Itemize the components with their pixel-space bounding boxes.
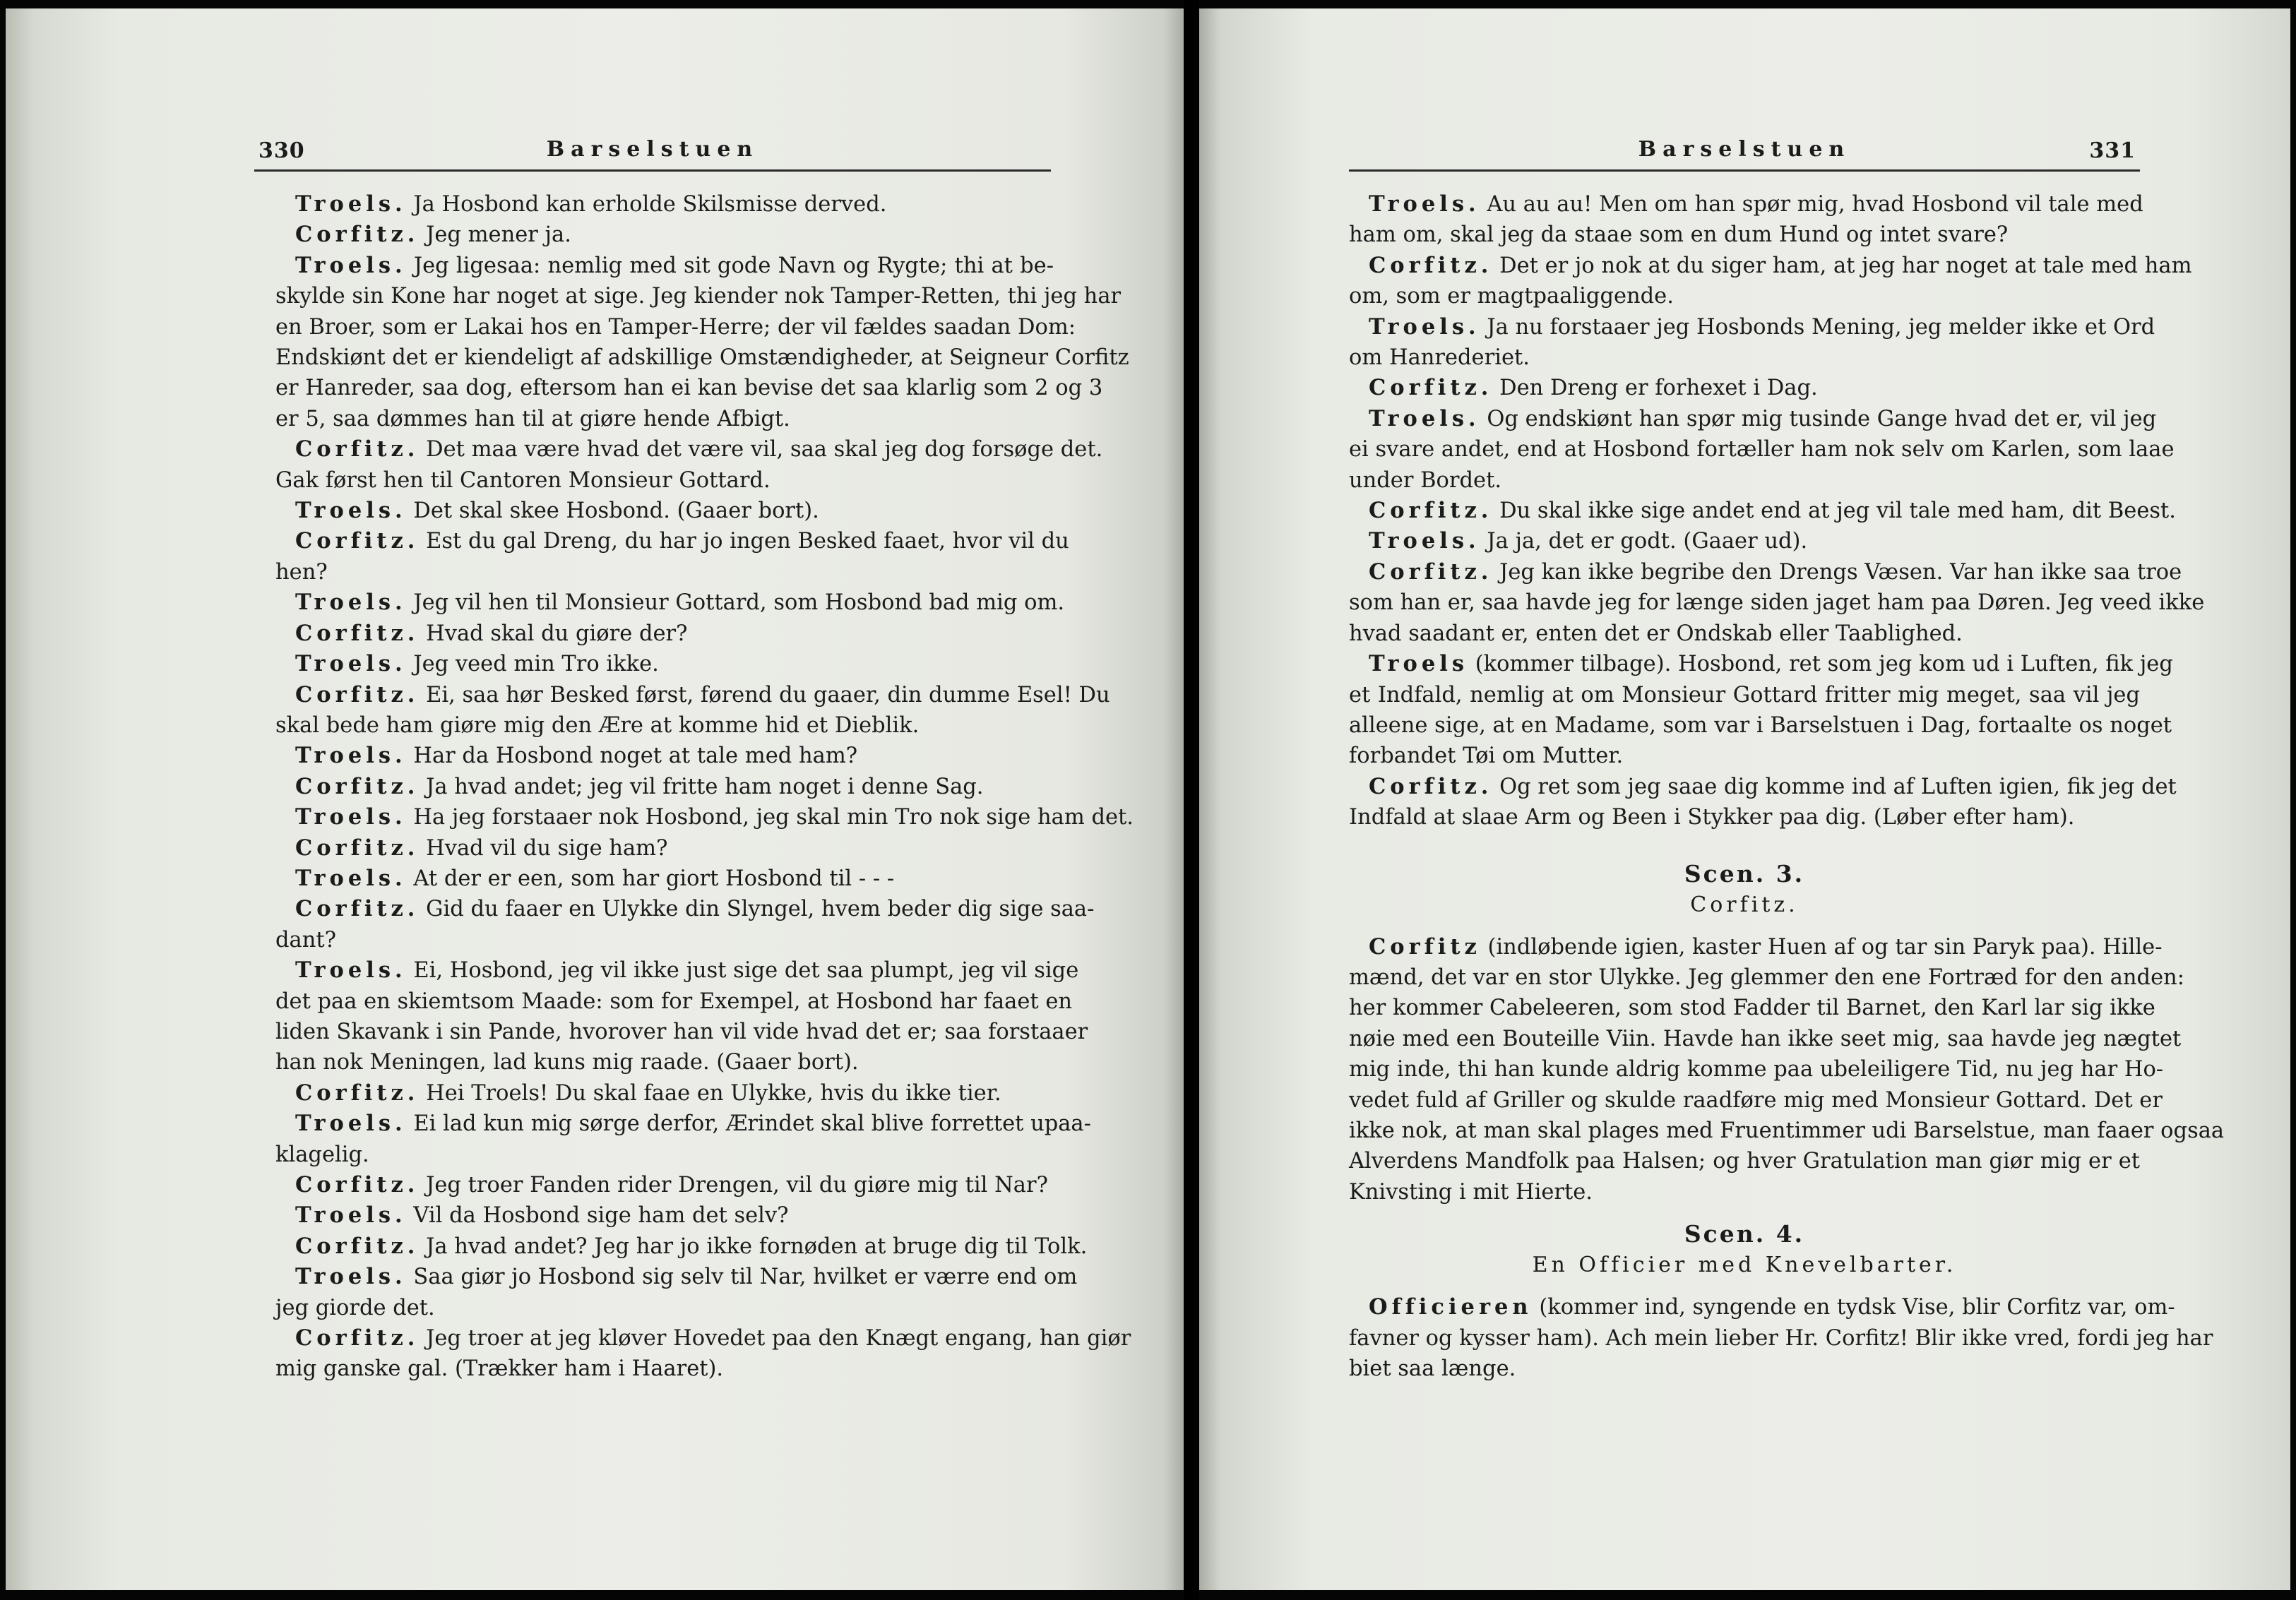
scene-4-text	[1349, 1292, 2213, 1384]
scene-3-character: Corfitz.	[1690, 892, 1799, 917]
line-text: om Hanrederiet.	[1349, 345, 1530, 371]
dialogue-line	[1349, 932, 2163, 962]
text-line	[275, 404, 1054, 434]
text-line	[1349, 1024, 2182, 1054]
text-line	[1349, 1085, 2163, 1116]
text-line	[1349, 1177, 2140, 1207]
line-text: om, som er magtpaaliggende.	[1349, 284, 1674, 309]
line-text: At der er een, som har giort Hosbond til - - -	[413, 866, 895, 891]
left-page	[6, 8, 1184, 1590]
text-line	[1349, 587, 2205, 618]
text-line	[275, 1354, 1054, 1384]
text-line	[1349, 1054, 2164, 1085]
dialogue-line	[275, 833, 1054, 864]
speaker-name: Corfitz.	[295, 1325, 420, 1351]
line-text: jeg giorde det.	[275, 1295, 435, 1320]
speaker-name: Troels.	[295, 1202, 407, 1229]
dialogue-line	[275, 1109, 1091, 1139]
line-text: som han er, saa havde jeg for længe siden jaget ham paa Døren. Jeg veed ikke	[1349, 590, 2205, 616]
right-page	[1199, 8, 2290, 1590]
dialogue-line	[275, 649, 1054, 679]
line-text: Jeg troer at jeg kløver Hovedet paa den Knægt engang, han giør	[426, 1326, 1131, 1351]
text-line	[1349, 1146, 2140, 1176]
line-text: liden Skavank i sin Pande, hvorover han vil vide hvad det er; saa forstaaer	[275, 1019, 1088, 1044]
line-text: alleene sige, at en Madame, som var i Barselstuen i Dag, fortaalte os noget	[1349, 712, 2172, 738]
dialogue-line	[1349, 526, 2140, 556]
speaker-name: Troels.	[295, 865, 407, 891]
dialogue-line	[275, 894, 1095, 924]
dialogue-line	[1349, 557, 2182, 587]
speaker-name: Corfitz.	[295, 436, 420, 462]
line-text: ei svare andet, end at Hosbond fortæller ham nok selv om Karlen, som laae	[1349, 437, 2175, 462]
line-text: Ja ja, det er godt. (Gaaer ud).	[1487, 529, 1808, 554]
line-text: nøie med een Bouteille Viin. Havde han ikke seet mig, saa havde jeg nægtet	[1349, 1026, 2182, 1051]
line-text: han nok Meningen, lad kuns mig raade. (Gaaer bort).	[275, 1050, 859, 1075]
speaker-name: Troels.	[295, 191, 407, 217]
speaker-name: Corfitz.	[1369, 375, 1493, 401]
line-text: et Indfald, nemlig at om Monsieur Gottard fritter mig meget, saa vil jeg	[1349, 682, 2140, 708]
spacer	[1349, 1281, 2140, 1292]
text-line	[275, 986, 1073, 1017]
line-text: en Broer, som er Lakai hos en Tamper-Herre; der vil fældes saadan Dom:	[275, 314, 1076, 340]
dialogue-line	[1349, 772, 2177, 802]
speaker-name: Corfitz.	[295, 1233, 420, 1259]
spacer	[1349, 921, 2140, 932]
dialogue-line	[275, 251, 1054, 281]
speaker-name: Corfitz.	[295, 528, 420, 554]
line-text: hen?	[275, 559, 328, 585]
line-text: Jeg veed min Tro ikke.	[413, 652, 659, 677]
line-text: Endskiønt det er kiendeligt af adskillige Omstændigheder, at Seigneur Corfitz	[275, 345, 1129, 371]
left-page-header	[254, 130, 1051, 172]
line-text: Knivsting i mit Hierte.	[1349, 1179, 1593, 1205]
dialogue-line	[275, 1262, 1078, 1292]
speaker-name: Corfitz.	[295, 1172, 420, 1198]
dialogue-line	[275, 955, 1079, 986]
speaker-name: Corfitz.	[1369, 252, 1493, 278]
line-text: (kommer tilbage). Hosbond, ret som jeg kom ud i Luften, fik jeg	[1475, 652, 2173, 677]
line-text: Ei lad kun mig sørge derfor, Ærindet skal blive forrettet upaa-	[413, 1111, 1091, 1137]
line-text: Og ret som jeg saae dig komme ind af Luften igien, fik jeg det	[1499, 774, 2177, 799]
speaker-name: Troels.	[1369, 191, 1480, 217]
speaker-name: Troels.	[295, 498, 407, 524]
speaker-name: Troels.	[295, 590, 407, 616]
speaker-name: Troels.	[295, 804, 407, 830]
text-line	[1349, 710, 2172, 741]
line-text: ham om, skal jeg da staae som en dum Hund og intet svare?	[1349, 222, 2009, 248]
dialogue-line	[1349, 373, 2140, 403]
line-text: er Hanreder, saa dog, eftersom han ei kan bevise det saa klarlig som 2 og 3	[275, 376, 1103, 401]
line-text: dant?	[275, 927, 336, 953]
line-text: klagelig.	[275, 1142, 369, 1167]
speaker-name: Corfitz.	[295, 681, 420, 708]
line-text: Det skal skee Hosbond. (Gaaer bort).	[413, 498, 819, 524]
text-line	[275, 557, 1054, 587]
line-text: (indløbende igien, kaster Huen af og tar sin Paryk paa). Hille-	[1487, 934, 2163, 960]
dialogue-line	[275, 496, 1054, 526]
line-text: Vil da Hosbond sige ham det selv?	[413, 1203, 789, 1229]
speaker-name: Officieren	[1369, 1294, 1533, 1320]
dialogue-line	[275, 1231, 1088, 1262]
line-text: Hvad skal du giøre der?	[426, 621, 688, 646]
speaker-name: Troels	[1369, 651, 1469, 677]
dialogue-line	[275, 1323, 1131, 1354]
line-text: Jeg troer Fanden rider Drengen, vil du giøre mig til Nar?	[426, 1173, 1048, 1198]
text-line	[1349, 619, 2140, 649]
line-text: mænd, det var en stor Ulykke. Jeg glemmer den ene Fortræd for den anden:	[1349, 965, 2185, 990]
line-text: Hvad vil du sige ham?	[426, 835, 668, 861]
text-line	[1349, 1323, 2213, 1354]
line-text: ikke nok, at man skal plages med Fruentimmer udi Barselstue, man faaer ogsaa	[1349, 1118, 2225, 1143]
line-text: er 5, saa dømmes han til at giøre hende Afbigt.	[275, 406, 790, 431]
line-text: Ei, Hosbond, jeg vil ikke just sige det saa plumpt, jeg vil sige	[413, 958, 1079, 984]
line-text: Indfald at slaae Arm og Been i Stykker paa dig. (Løber efter ham).	[1349, 805, 2075, 830]
text-line	[1349, 680, 2140, 710]
spacer	[1349, 833, 2140, 859]
line-text: (kommer ind, syngende en tydsk Vise, blir Corfitz var, om-	[1539, 1295, 2175, 1320]
left-page-text	[275, 189, 1134, 1385]
left-running-head: Barselstuen	[546, 137, 759, 162]
text-line	[1349, 962, 2185, 993]
line-text: Det er jo nok at du siger ham, at jeg har noget at tale med ham	[1499, 253, 2192, 278]
scene-3-title: Scen. 3.	[1684, 859, 1805, 888]
dialogue-line	[275, 772, 1054, 802]
speaker-name: Corfitz.	[295, 1080, 420, 1106]
line-text: Ei, saa hør Besked først, førend du gaaer, din dumme Esel! Du	[426, 682, 1110, 708]
speaker-name: Troels.	[295, 252, 407, 278]
scene-4-character: En Officier med Knevelbarter.	[1532, 1253, 1957, 1278]
line-text: Ja hvad andet; jeg vil fritte ham noget i denne Sag.	[426, 774, 984, 799]
speaker-name: Troels.	[1369, 405, 1480, 431]
text-line	[1349, 434, 2175, 465]
speaker-name: Corfitz.	[1369, 773, 1493, 799]
line-text: Est du gal Dreng, du har jo ingen Besked faaet, hvor vil du	[426, 529, 1069, 554]
line-text: Ha jeg forstaaer nok Hosbond, jeg skal min Tro nok sige ham det.	[413, 805, 1134, 830]
dialogue-line	[1349, 404, 2157, 434]
text-line	[275, 710, 1054, 741]
dialogue-line	[1349, 251, 2192, 281]
line-text: mig ganske gal. (Trækker ham i Haaret).	[275, 1356, 724, 1382]
dialogue-line	[275, 864, 1054, 894]
text-line	[275, 1293, 1054, 1323]
speaker-name: Troels.	[295, 957, 407, 984]
scene-4-title: Scen. 4.	[1684, 1220, 1805, 1248]
line-text: vedet fuld af Griller og skulde raadføre mig med Monsieur Gottard. Det er	[1349, 1087, 2163, 1113]
text-line	[275, 373, 1103, 403]
text-line	[1349, 281, 2140, 311]
left-page-number: 330	[258, 138, 305, 163]
dialogue-line	[275, 434, 1103, 465]
speaker-name: Troels.	[1369, 314, 1480, 340]
right-running-head: Barselstuen	[1638, 137, 1851, 162]
line-text: favner og kysser ham). Ach mein lieber Hr. Corfitz! Blir ikke vred, fordi jeg har	[1349, 1325, 2213, 1351]
speaker-name: Corfitz.	[1369, 498, 1493, 524]
speaker-name: Corfitz.	[295, 222, 420, 248]
line-text: Gid du faaer en Ulykke din Slyngel, hvem beder dig sige saa-	[426, 897, 1095, 922]
right-page-text	[1349, 189, 2225, 1384]
speaker-name: Corfitz.	[295, 773, 420, 799]
line-text: hvad saadant er, enten det er Ondskab eller Taablighed.	[1349, 621, 1963, 646]
line-text: Ja Hosbond kan erholde Skilsmisse derved.	[413, 192, 887, 217]
line-text: Au au au! Men om han spør mig, hvad Hosbond vil tale med	[1487, 192, 2143, 217]
spacer	[1349, 1207, 2140, 1219]
text-line	[275, 925, 1054, 955]
dialogue-line	[275, 526, 1069, 556]
dialogue-line	[1349, 189, 2143, 220]
text-line	[275, 465, 1054, 496]
line-text: mig inde, thi han kunde aldrig komme paa ubeleiligere Tid, nu jeg har Ho-	[1349, 1057, 2164, 1082]
text-line	[275, 1140, 1054, 1170]
dialogue-line	[275, 189, 1054, 220]
dialogue-line	[275, 1078, 1054, 1109]
right-page-header	[1349, 130, 2140, 172]
speaker-name: Corfitz.	[1369, 559, 1493, 585]
line-text: her kommer Cabeleeren, som stod Fadder til Barnet, den Karl lar sig ikke	[1349, 996, 2155, 1021]
dialogue-line	[275, 1200, 1054, 1231]
text-line	[275, 281, 1122, 311]
text-line	[1349, 220, 2140, 250]
line-text: Det maa være hvad det være vil, saa skal jeg dog forsøge det.	[426, 437, 1103, 462]
line-text: biet saa længe.	[1349, 1356, 1516, 1381]
line-text: Ja hvad andet? Jeg har jo ikke fornøden at bruge dig til Tolk.	[426, 1234, 1088, 1259]
speaker-name: Corfitz.	[295, 835, 420, 861]
dialogue-line	[1349, 1292, 2175, 1323]
text-line	[1349, 1354, 2140, 1384]
speaker-name: Corfitz.	[295, 620, 420, 646]
line-text: Jeg kan ikke begribe den Drengs Væsen. Var han ikke saa troe	[1499, 559, 2182, 585]
line-text: forbandet Tøi om Mutter.	[1349, 744, 1624, 769]
line-text: Og endskiønt han spør mig tusinde Gange hvad det er, vil jeg	[1487, 406, 2157, 431]
text-line	[275, 1017, 1088, 1047]
text-line	[1349, 993, 2155, 1023]
scene-3-text	[1349, 932, 2225, 1208]
speaker-name: Troels.	[295, 651, 407, 677]
speaker-name: Corfitz.	[295, 896, 420, 922]
line-text: det paa en skiemtsom Maade: som for Exempel, at Hosbond har faaet en	[275, 989, 1073, 1014]
text-line	[275, 342, 1129, 373]
text-line	[1349, 342, 2140, 373]
line-text: Hei Troels! Du skal faae en Ulykke, hvis du ikke tier.	[426, 1080, 1001, 1106]
line-text: Ja nu forstaaer jeg Hosbonds Mening, jeg melder ikke et Ord	[1487, 314, 2155, 340]
line-text: Har da Hosbond noget at tale med ham?	[413, 744, 858, 769]
line-text: Jeg ligesaa: nemlig med sit gode Navn og Rygte; thi at be-	[413, 253, 1054, 278]
speaker-name: Troels.	[1369, 528, 1480, 554]
book-gutter	[1184, 0, 1199, 1600]
line-text: Gak først hen til Cantoren Monsieur Gottard.	[275, 467, 771, 493]
speaker-name: Troels.	[295, 743, 407, 769]
line-text: Jeg vil hen til Monsieur Gottard, som Hosbond bad mig om.	[413, 590, 1065, 616]
line-text: Du skal ikke sige andet end at jeg vil tale med ham, dit Beest.	[1499, 498, 2177, 524]
text-line	[1349, 802, 2140, 832]
dialogue-line	[275, 619, 1054, 649]
speaker-name: Troels.	[295, 1264, 407, 1290]
text-line	[275, 1047, 1054, 1077]
speaker-name: Troels.	[295, 1111, 407, 1137]
dialogue-line	[1349, 496, 2177, 526]
line-text: skal bede ham giøre mig den Ære at komme hid et Dieblik.	[275, 712, 920, 738]
dialogue-line	[1349, 649, 2173, 679]
line-text: skylde sin Kone har noget at sige. Jeg kiender nok Tamper-Retten, thi jeg har	[275, 284, 1122, 309]
line-text: under Bordet.	[1349, 467, 1502, 493]
text-line	[1349, 1116, 2225, 1146]
dialogue-line	[275, 587, 1065, 618]
text-line	[1349, 465, 2140, 496]
text-line	[1349, 741, 2140, 771]
dialogue-line	[1349, 312, 2155, 342]
line-text: Alverdens Mandfolk paa Halsen; og hver Gratulation man giør mig er et	[1349, 1149, 2140, 1174]
dialogue-block	[1349, 189, 2205, 833]
dialogue-line	[275, 680, 1110, 710]
dialogue-line	[275, 1170, 1054, 1200]
line-text: Saa giør jo Hosbond sig selv til Nar, hvilket er værre end om	[413, 1265, 1078, 1290]
right-page-number: 331	[2089, 138, 2136, 163]
speaker-name: Corfitz	[1369, 933, 1481, 960]
dialogue-line	[275, 802, 1134, 832]
dialogue-line	[275, 741, 1054, 771]
line-text: Den Dreng er forhexet i Dag.	[1499, 376, 1818, 401]
line-text: Jeg mener ja.	[426, 222, 571, 248]
text-line	[275, 312, 1076, 342]
dialogue-line	[275, 220, 1054, 250]
